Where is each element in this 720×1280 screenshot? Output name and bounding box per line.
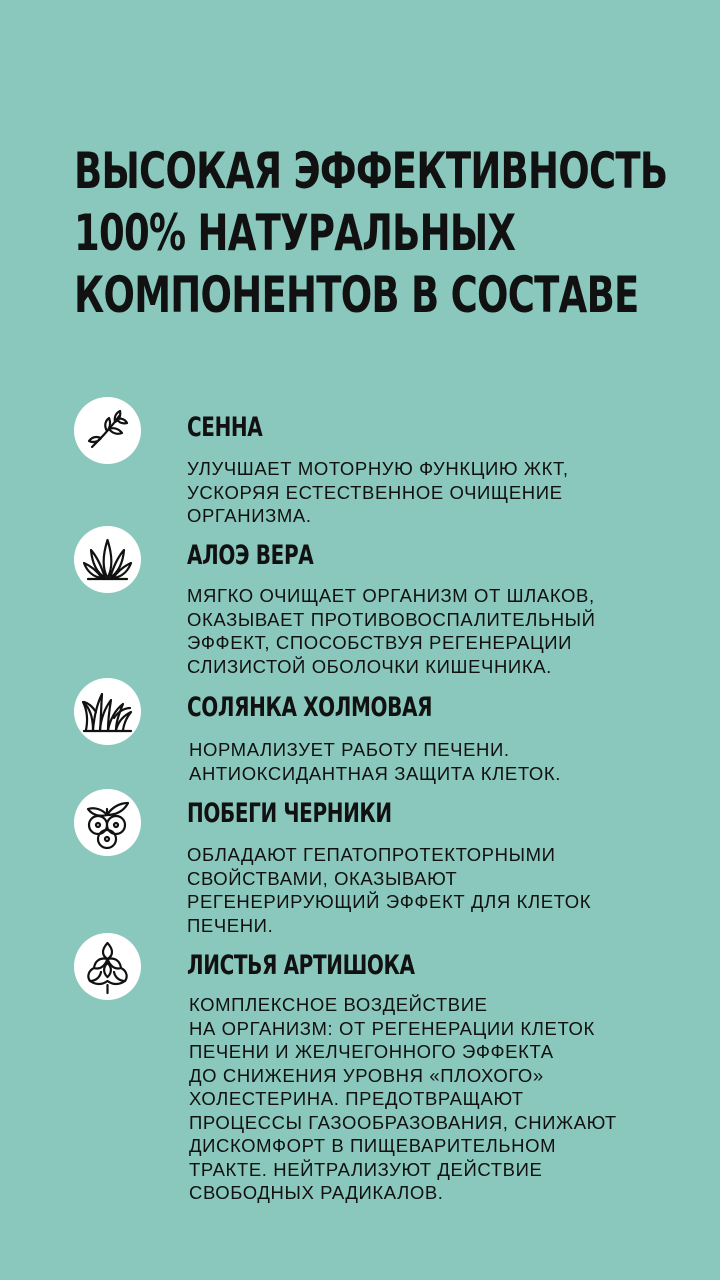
ingredient-name: ЛИСТЬЯ АРТИШОКА bbox=[187, 950, 415, 981]
senna-leaf-icon bbox=[74, 397, 141, 464]
ingredient-description: УЛУЧШАЕТ МОТОРНУЮ ФУНКЦИЮ ЖКТ, УСКОРЯЯ ЕСТЕСТВЕННОЕ ОЧИЩЕНИЕ ОРГАНИЗМА. bbox=[187, 458, 569, 526]
ingredient-name: СОЛЯНКА ХОЛМОВАЯ bbox=[187, 692, 433, 723]
ingredient-description: МЯГКО ОЧИЩАЕТ ОРГАНИЗМ ОТ ШЛАКОВ, ОКАЗЫВАЕТ ПРОТИВОВОСПАЛИТЕЛЬНЫЙ ЭФФЕКТ, СПОСОБСТВУЯ РЕГЕНЕРАЦИИ СЛИЗИСТОЙ ОБОЛОЧКИ КИШЕЧНИКА. bbox=[187, 585, 596, 677]
ingredient-description: НОРМАЛИЗУЕТ РАБОТУ ПЕЧЕНИ. АНТИОКСИДАНТНАЯ ЗАЩИТА КЛЕТОК. bbox=[189, 739, 561, 784]
blueberry-icon bbox=[74, 789, 141, 856]
aloe-vera-icon bbox=[74, 526, 141, 593]
grass-icon bbox=[74, 678, 141, 745]
ingredient-name: СЕННА bbox=[187, 412, 263, 443]
artichoke-icon bbox=[74, 933, 141, 1000]
page-title: ВЫСОКАЯ ЭФФЕКТИВНОСТЬ 100% НАТУРАЛЬНЫХ КОМПОНЕНТОВ В СОСТАВЕ bbox=[74, 142, 668, 324]
ingredient-name: ПОБЕГИ ЧЕРНИКИ bbox=[187, 798, 392, 829]
ingredient-name: АЛОЭ ВЕРА bbox=[187, 540, 314, 571]
ingredient-description: КОМПЛЕКСНОЕ ВОЗДЕЙСТВИЕ НА ОРГАНИЗМ: ОТ РЕГЕНЕРАЦИИ КЛЕТОК ПЕЧЕНИ И ЖЕЛЧЕГОННОГО ЭФФЕКТА ДО СНИЖЕНИЯ УРОВНЯ «ПЛОХОГО» ХОЛЕСТЕРИНА. ПРЕДОТВРАЩАЮТ ПРОЦЕССЫ ГАЗООБРАЗОВАНИЯ, СНИЖАЮТ ДИСКОМФОРТ В ПИЩЕВАРИТЕЛЬНОМ ТРАКТЕ. НЕЙТРАЛИЗУЮТ ДЕЙСТВИЕ СВОБОДНЫХ РАДИКАЛОВ. bbox=[189, 994, 617, 1203]
ingredient-description: ОБЛАДАЮТ ГЕПАТОПРОТЕКТОРНЫМИ СВОЙСТВАМИ, ОКАЗЫВАЮТ РЕГЕНЕРИРУЮЩИЙ ЭФФЕКТ ДЛЯ КЛЕТОК ПЕЧЕНИ. bbox=[187, 844, 592, 936]
